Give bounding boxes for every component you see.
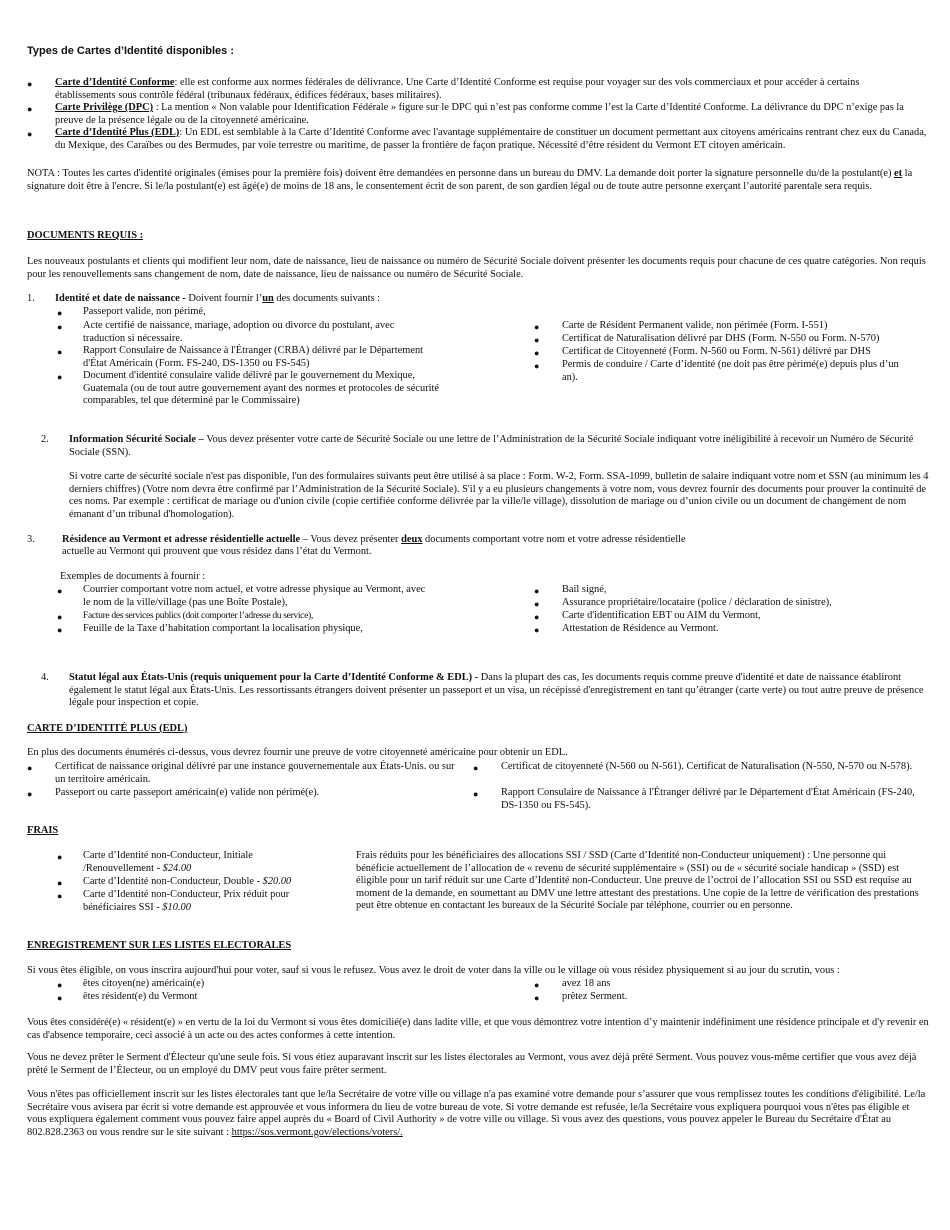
list-item: Passeport valide, non périmé, [83,306,206,317]
list-item: Certificat de Citoyenneté (Form. N-560 ou Form. N-561) délivré par DHS [562,346,871,357]
section-1-heading: Identité et date de naissance - Doivent fournir l’un des documents suivants : [55,293,380,304]
list-item: Certificat de naissance original délivré par une instance gouvernementale aux États-Unis. ou sur un territoire américain. [55,761,455,785]
types-heading: Types de Cartes d’Identité disponibles : [27,45,235,57]
list-item: Attestation de Résidence au Vermont. [562,623,719,634]
bullet-icon: ● [27,763,33,773]
nota-et: et [894,168,903,179]
bullet-icon: ● [534,625,540,635]
list-item: Courrier comportant votre nom actuel, et votre adresse physique au Vermont, avec le nom de la ville/village (pas une Boîte Postale), [83,584,426,608]
bullet-icon: ● [57,993,63,1003]
list-item: Bail signé, [562,584,607,595]
edl-heading: CARTE D’IDENTITÉ PLUS (EDL) [27,723,188,734]
list-item: Document d'identité consulaire valide délivré par le gouvernement du Mexique, Guatemala (ou de tout autre gouvernement ayant des normes et protocoles de sécurité comparables, tel que déterminé par le Commissaire) [83,370,440,407]
bullet-icon: ● [534,348,540,358]
type-item [55,77,920,102]
bullet-icon: ● [57,625,63,635]
bullet-icon: ● [534,612,540,622]
type-item [55,127,930,152]
list-item: prêtez Serment. [562,991,628,1002]
bullet-icon: ● [473,763,479,773]
section-4-number: 4. [41,672,49,683]
docs-intro: Les nouveaux postulants et clients qui modifient leur nom, date de naissance, lieu de naissance ou numéro de Sécurité Sociale doivent présenter les documents requis pour chacune de ces quatre catégories. Non requis pour les renouvellements sans changement de nom, date de naissance, lieu de naissance ou numéro de Sécurité Sociale. [27,256,926,280]
un-emphasis: un [262,293,274,304]
section-3-line2: actuelle au Vermont qui prouvent que vous résidez dans l’état du Vermont. [62,546,372,557]
bullet-icon: ● [534,335,540,345]
fee-item: Carte d’Identité non-Conducteur, Double - $20.00 [83,876,292,887]
bullet-icon: ● [57,852,63,862]
edl-intro: En plus des documents énumérés ci-dessus, vous devrez fournir une preuve de votre citoyenneté américaine pour obtenir un EDL. [27,747,568,758]
bullet-icon: ● [27,104,33,114]
type-name: Carte d’Identité Conforme [55,77,175,88]
section-3-heading: Résidence au Vermont et adresse résidentielle actuelle – Vous devez présenter deux documents comportant votre nom et votre adresse résidentielle [62,534,686,545]
bullet-icon: ● [57,372,63,382]
fee-price: $20.00 [262,876,292,887]
bullet-icon: ● [27,79,33,89]
bullet-icon: ● [57,891,63,901]
elections-link[interactable]: https://sos.vermont.gov/elections/voters/. [231,1126,403,1138]
list-item: Assurance propriétaire/locataire (police / déclaration de sinistre), [562,597,832,608]
bullet-icon: ● [57,878,63,888]
type-name: Carte Privilège (DPC) [55,102,154,113]
bullet-icon: ● [473,789,479,799]
bullet-icon: ● [57,586,63,596]
list-item: Carte d'identification EBT ou AIM du Vermont, [562,610,761,621]
section-3-examples: Exemples de documents à fournir : [60,571,206,582]
bullet-icon: ● [534,980,540,990]
list-item: Carte de Résident Permanent valide, non périmée (Form. I-551) [562,320,828,331]
list-item: Permis de conduire / Carte d’identité (ne doit pas être périmé(e) depuis plus d’un an). [562,359,899,383]
list-item: Passeport ou carte passeport américain(e) valide non périmé(e). [55,787,320,798]
list-item: êtes citoyen(ne) américain(e) [83,978,205,989]
fees-note: Frais réduits pour les bénéficiaires des allocations SSI / SSD (Carte d’Identité non-Conducteur uniquement) : Une personne qui bénéficie actuellement de l’allocation de « revenu de sécurité supplémentaire » (SSI) ou de « sécurité sociale handicap » (SSD) est éligible pour un tarif réduit sur une Carte d’Identité non-Conducteur. Une preuve de l’octroi de l’allocation SSI ou SSD est requise au moment de la demande, en soumettant au DMV une lettre attestant des prestations. Une copie de la lettre de vérification des prestations peut être obtenue en contactant les bureaux de la Sécurité Sociale par téléphone, courrier ou en personne. [356,850,919,912]
list-item: Acte certifié de naissance, mariage, adoption ou divorce du postulant, avec traduction si nécessaire. [83,320,395,344]
nota-paragraph: NOTA : Toutes les cartes d'identité originales (émises pour la première fois) doivent être demandées en personne dans un bureau du DMV. La demande doit porter la signature personnelle du/de la postulant(e) et la signature doit être à l'encre. Si le/la postulant(e) est âgé(e) de moins de 18 ans, le consentement écrit de son parent, de son gardien légal ou de toute autre personne exerçant l’autorité parentale sera requis. [27,168,913,192]
type-text: : elle est conforme aux normes fédérales de délivrance. Une Carte d’Identité Conforme est requise pour voyager sur des vols commerciaux et pour accéder à certains établissements sous contrôle fédéral (tribunaux fédéraux, édifices fédéraux, bases militaires). [55,77,860,101]
list-item: êtes résident(e) du Vermont [83,991,198,1002]
voter-paragraph-1: Vous êtes considéré(e) « résident(e) » en vertu de la loi du Vermont si vous êtes domicilié(e) dans ladite ville, et que vous démontrez votre intention d’y maintenir indéfiniment une résidence principale et d'y revenir en cas d'absence temporaire, ceci associé à un acte ou des actes conformes à cette intention. [27,1017,929,1041]
list-item: Certificat de citoyenneté (N-560 ou N-561). Certificat de Naturalisation (N-550, N-570 ou N-578). [501,761,913,772]
docs-heading: DOCUMENTS REQUIS : [27,230,144,241]
deux-emphasis: deux [401,534,423,545]
list-item: Facture des services publics (doit comporter l’adresse du service), [83,610,313,621]
voter-heading: ENREGISTREMENT SUR LES LISTES ELECTORALES [27,940,292,951]
bullet-icon: ● [57,322,63,332]
fee-item: Carte d’Identité non-Conducteur, Prix réduit pour bénéficiaires SSI - $10.00 [83,889,290,913]
list-item: Feuille de la Taxe d’habitation comportant la localisation physique, [83,623,363,634]
list-item: Rapport Consulaire de Naissance à l'Étranger (CRBA) délivré par le Département d'État Américain (Form. FS-240, DS-1350 ou FS-545) [83,345,424,369]
fees-heading: FRAIS [27,825,59,836]
bullet-icon: ● [57,612,63,622]
bullet-icon: ● [57,308,63,318]
section-1-number: 1. [27,293,35,304]
section-3-number: 3. [27,534,35,545]
bullet-icon: ● [534,322,540,332]
type-text: : Un EDL est semblable à la Carte d’Identité Conforme avec l'avantage supplémentaire de constituer un document permettant aux citoyens américains rentrant chez eux du Canada, du Mexique, des Caraïbes ou des Bermudes, par voie terrestre ou maritime, de passer la frontière de façon pratique. Nécessité d’être résident du Vermont ET citoyen américain. [55,127,927,151]
list-item: avez 18 ans [562,978,611,989]
type-text: : La mention « Non valable pour Identification Fédérale » figure sur le DPC qui n’est pas conforme comme l’est la Carte d’Identité Conforme. La délivrance du DPC n’exige pas la preuve de la présence légale ou de la citoyenneté américaine. [55,102,904,126]
bullet-icon: ● [27,129,33,139]
section-2-paragraph: Si votre carte de sécurité sociale n'est pas disponible, l'un des formulaires suivants peut être utilisé à sa place : Form. W-2, Form. SSA-1099, bulletin de salaire indiquant votre nom et SSN (au minimum les 4 derniers chiffres) (Votre nom devra être confirmé par l’Administration de la Sécurité Sociale). S'il y a eu plusieurs changements à votre nom, vous devrez fournir des documents pour prouver la continuité de ces noms. Par exemple : certificat de mariage ou d'union civile (copie certifiée conforme délivrée par la ville/le village), dissolution de mariage ou d’union civile ou un document de changement de nom émanant d’un tribunal d'homologation). [69,471,929,520]
type-item [55,102,920,127]
bullet-icon: ● [27,789,33,799]
section-2-heading: Information Sécurité Sociale – Vous devez présenter votre carte de Sécurité Sociale ou une lettre de l’Administration de la Sécurité Sociale indiquant votre inéligibilité à recevoir un Numéro de Sécurité Sociale (SSN). [69,434,914,458]
bullet-icon: ● [57,980,63,990]
bullet-icon: ● [534,599,540,609]
bullet-icon: ● [534,361,540,371]
fee-price: $24.00 [162,862,192,874]
bullet-icon: ● [534,993,540,1003]
section-2-number: 2. [41,434,49,445]
type-name: Carte d’Identité Plus (EDL) [55,127,180,138]
fee-item: Carte d’Identité non-Conducteur, Initiale /Renouvellement - $24.00 [83,850,253,874]
voter-intro: Si vous êtes éligible, on vous inscrira aujourd'hui pour voter, sauf si vous le refusez. Vous avez le droit de voter dans la ville ou le village où vous résidez physiquement si au jour du scrutin, vous : [27,965,840,976]
bullet-icon: ● [57,347,63,357]
list-item: Rapport Consulaire de Naissance à l'Étranger délivré par le Département d'État Américain (FS-240, DS-1350 ou FS-545). [501,787,915,811]
bullet-icon: ● [534,586,540,596]
list-item: Certificat de Naturalisation délivré par DHS (Form. N-550 ou Form. N-570) [562,333,880,344]
fee-price: $10.00 [162,901,191,913]
section-4-text: Statut légal aux États-Unis (requis uniquement pour la Carte d’Identité Conforme & EDL) - Dans la plupart des cas, les documents requis comme preuve d'identité et date de naissance établiront également le statut légal aux États-Unis. Les ressortissants étrangers doivent présenter un passeport et un visa, un récépissé d'enregistrement en tant qu’étranger (carte verte) ou tout autre preuve de présence légale pour inspection et copie. [69,672,924,709]
voter-paragraph-2: Vous ne devez prêter le Serment d'Électeur qu'une seule fois. Si vous étiez auparavant inscrit sur les listes électorales au Vermont, vous avez déjà prêté Serment. Vous pouvez vous-même certifier que vous avez déjà prêté le Serment de l’Électeur, ou un employé du DMV peut vous faire prêter serment. [27,1052,917,1076]
voter-paragraph-3: Vous n'êtes pas officiellement inscrit sur les listes électorales tant que le/la Secrétaire de votre ville ou village n'a pas examiné votre demande pour s’assurer que vous remplissez toutes les conditions d'éligibilité. Le/la Secrétaire vous avisera par écrit si votre demande est approuvée et vous informera du lieu de votre bureau de vote. Si votre demande est refusée, le/la Secrétaire vous expliquera pourquoi vous n'êtes pas éligible et vous expliquera également comment vous pouvez faire appel auprès du « Board of Civil Authority » de votre ville ou village. Si vous avez des questions, vous pouvez appeler le Bureau du Secrétaire d'État au 802.828.2363 ou vous rendre sur le site suivant : https://sos.vermont.gov/elections/voters/. [27,1089,926,1138]
